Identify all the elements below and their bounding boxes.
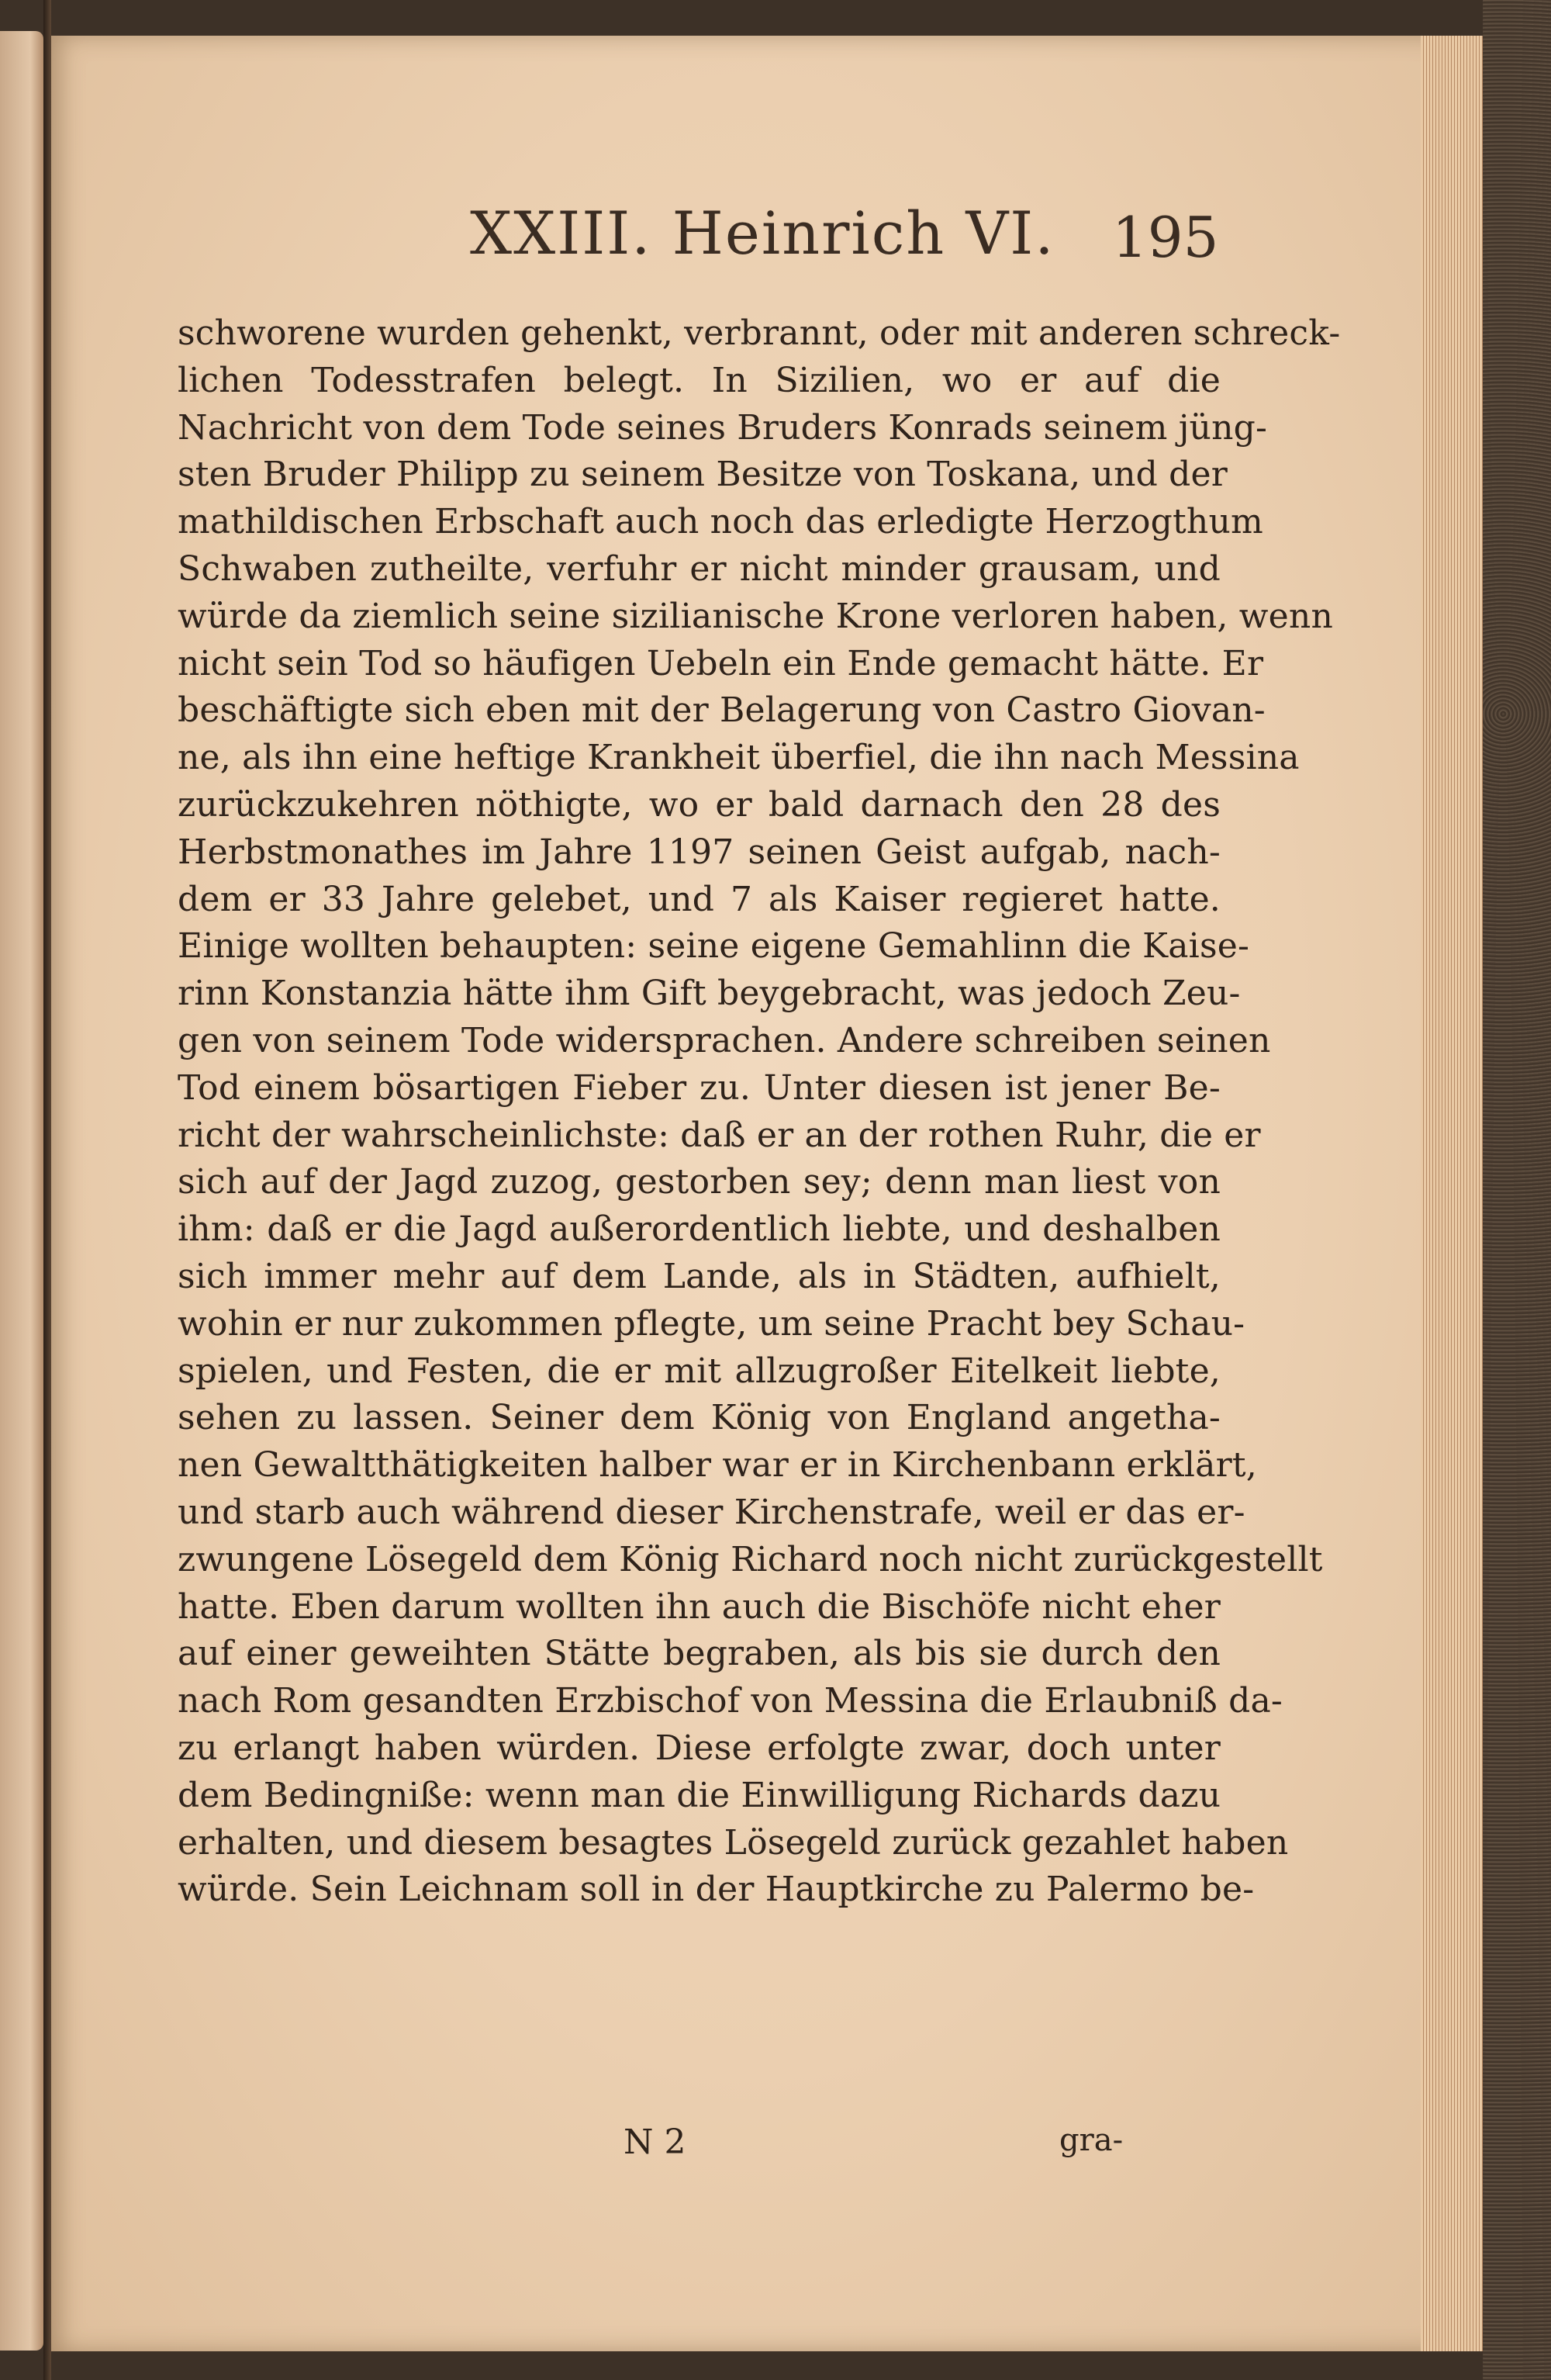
page-footer xyxy=(51,2122,1455,2185)
text-line: ne, als ihn eine heftige Krankheit überfiel, die ihn nach Messina xyxy=(178,738,1300,778)
text-line: Tod einem bösartigen Fieber zu. Unter diesen ist jener Be- xyxy=(178,1067,1221,1108)
text-line: dem er 33 Jahre gelebet, und 7 als Kaiser regieret hatte. xyxy=(178,879,1221,919)
signature-mark: N 2 xyxy=(624,2122,686,2162)
text-line: nach Rom gesandten Erzbischof von Messina die Erlaubniß da- xyxy=(178,1681,1283,1721)
text-line: Schwaben zutheilte, verfuhr er nicht minder grausam, und xyxy=(178,548,1221,589)
text-line: nicht sein Tod so häufigen Uebeln ein Ende gemacht hätte. Er xyxy=(178,643,1264,683)
text-line: sich auf der Jagd zuzog, gestorben sey; denn man liest von xyxy=(178,1162,1221,1202)
text-line: gen von seinem Tode widersprachen. Andere schreiben seinen xyxy=(178,1020,1271,1060)
page-number: 195 xyxy=(1112,205,1219,270)
book-page xyxy=(51,36,1455,2351)
body-text xyxy=(178,310,1341,1914)
text-line: richt der wahrscheinlichste: daß er an der rothen Ruhr, die er xyxy=(178,1115,1261,1155)
text-line: mathildischen Erbschaft auch noch das erledigte Herzogthum xyxy=(178,502,1263,542)
text-line: sehen zu lassen. Seiner dem König von England angetha- xyxy=(178,1398,1221,1438)
text-line: spielen, und Festen, die er mit allzugroßer Eitelkeit liebte, xyxy=(178,1351,1221,1391)
text-line: zu erlangt haben würden. Diese erfolgte zwar, doch unter xyxy=(178,1728,1221,1768)
text-line: rinn Konstanzia hätte ihm Gift beygebracht, was jedoch Zeu- xyxy=(178,974,1241,1014)
book-cover xyxy=(1483,0,1551,2380)
book-gutter xyxy=(43,0,51,2380)
text-line: Einige wollten behaupten: seine eigene Gemahlinn die Kaise- xyxy=(178,926,1250,967)
page-edges xyxy=(1421,36,1485,2351)
text-line: wohin er nur zukommen pflegte, um seine Pracht bey Schau- xyxy=(178,1303,1245,1344)
text-line: dem Bedingniße: wenn man die Einwilligung Richards dazu xyxy=(178,1775,1221,1815)
text-line: zwungene Lösegeld dem König Richard noch nicht zurückgestellt xyxy=(178,1539,1323,1579)
text-line: auf einer geweihten Stätte begraben, als bis sie durch den xyxy=(178,1634,1221,1674)
text-line: sich immer mehr auf dem Lande, als in Städten, aufhielt, xyxy=(178,1256,1221,1296)
text-line: ihm: daß er die Jagd außerordentlich liebte, und deshalben xyxy=(178,1209,1221,1250)
text-line: beschäftigte sich eben mit der Belagerung von Castro Giovan- xyxy=(178,690,1266,731)
text-line: Herbstmonathes im Jahre 1197 seinen Geist aufgab, nach- xyxy=(178,832,1221,872)
text-line: würde da ziemlich seine sizilianische Krone verloren haben, wenn xyxy=(178,596,1333,636)
text-line: und starb auch während dieser Kirchenstrafe, weil er das er- xyxy=(178,1492,1245,1532)
text-line: hatte. Eben darum wollten ihn auch die Bischöfe nicht eher xyxy=(178,1586,1221,1627)
page-header xyxy=(51,191,1455,276)
text-line: würde. Sein Leichnam soll in der Hauptkirche zu Palermo be- xyxy=(178,1870,1255,1910)
catchword: gra- xyxy=(1059,2122,1124,2158)
text-line: lichen Todesstrafen belegt. In Sizilien, wo er auf die xyxy=(178,360,1221,400)
text-line: schworene wurden gehenkt, verbrannt, oder mit anderen schreck- xyxy=(178,313,1341,353)
text-line: Nachricht von dem Tode seines Bruders Konrads seinem jüng- xyxy=(178,407,1268,448)
left-page-edge xyxy=(0,31,43,2351)
text-line: erhalten, und diesem besagtes Lösegeld zurück gezahlet haben xyxy=(178,1822,1289,1863)
text-line: sten Bruder Philipp zu seinem Besitze von Toskana, und der xyxy=(178,455,1228,495)
text-line: nen Gewaltthätigkeiten halber war er in Kirchenbann erklärt, xyxy=(178,1445,1257,1486)
running-title: XXIII. Heinrich VI. xyxy=(470,199,1055,268)
text-line: zurückzukehren nöthigte, wo er bald darnach den 28 des xyxy=(178,784,1221,825)
